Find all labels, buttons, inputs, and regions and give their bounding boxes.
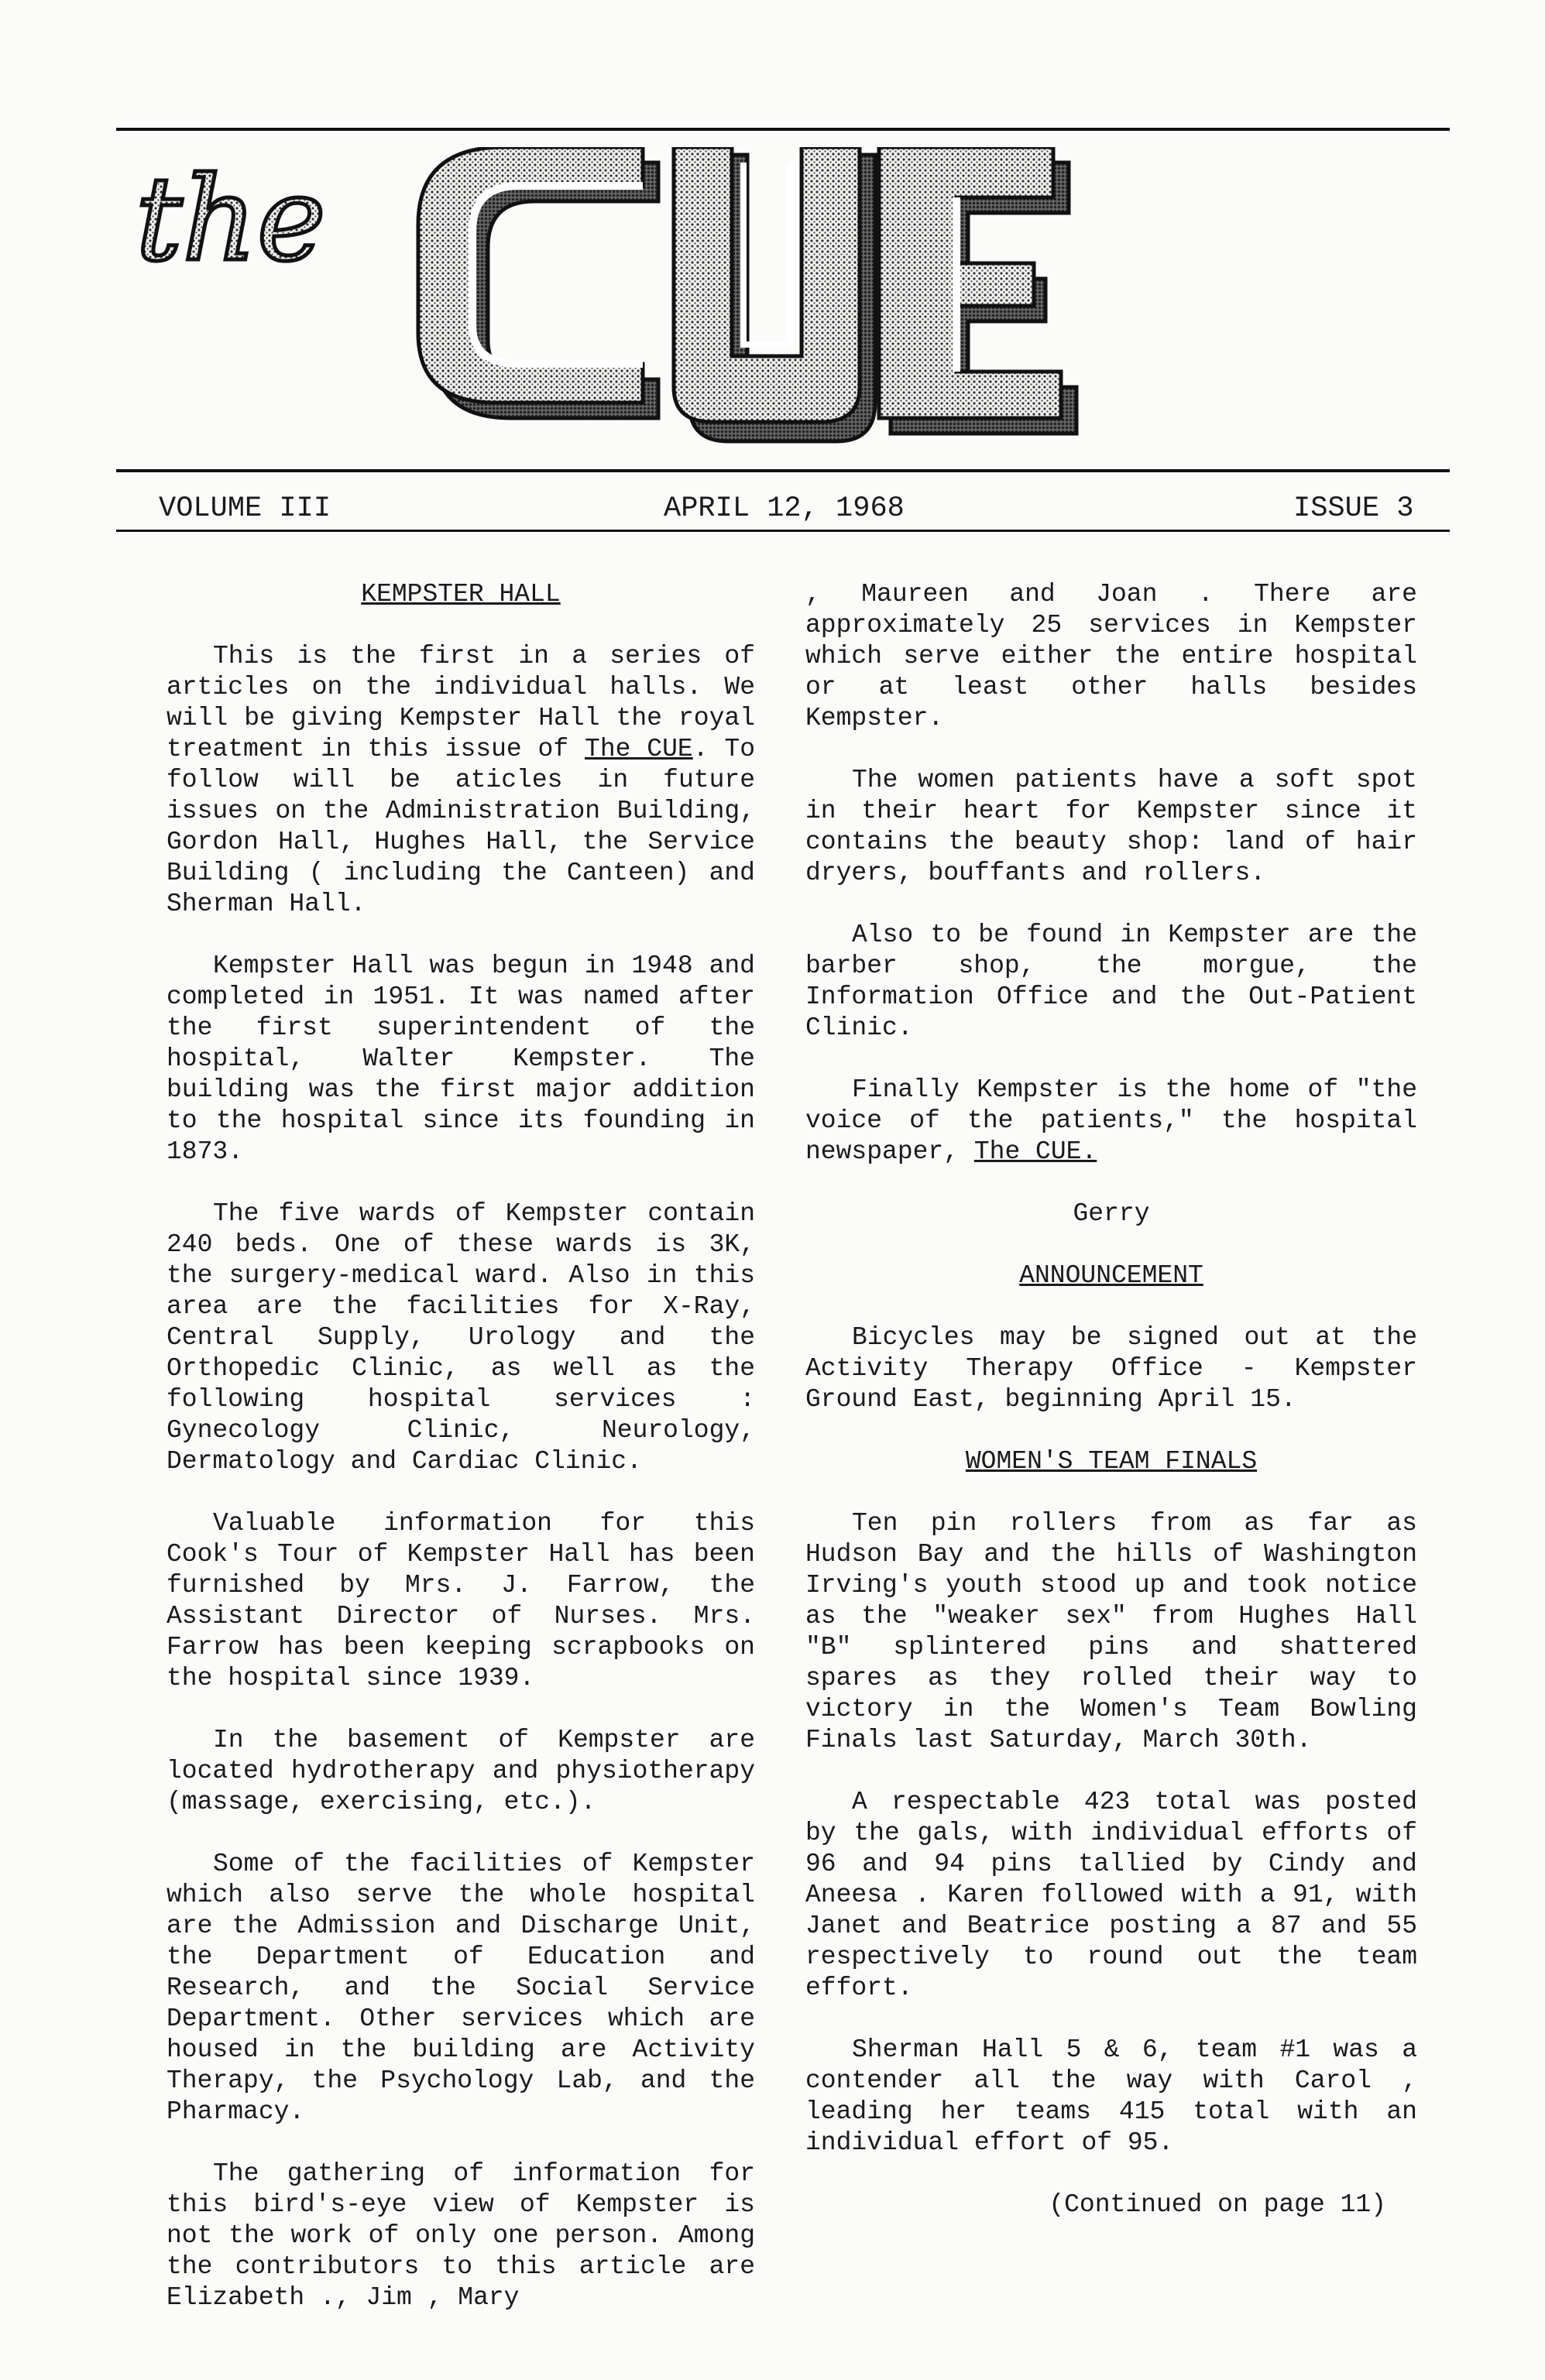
article-paragraph: Some of the facilities of Kempster which also serve the whole hospital are the Admission and Discharge Unit, the Department of Education and Research, and the Social Service Department. Other services which are housed in the building are Activity Therapy, the Psychology Lab, and the Pharmacy. — [167, 1850, 755, 2126]
masthead-logo — [116, 147, 1448, 472]
issue-date: APRIL 12, 1968 — [664, 492, 905, 525]
article-paragraph: The women patients have a soft spot in their heart for Kempster since it contains the beauty shop: land of hair dryers, bouffants and rollers. — [805, 766, 1417, 887]
article-paragraph — [167, 641, 755, 920]
article-paragraph: A respectable 423 total was posted by the gals, with individual efforts of 96 and 94 pins tallied by Cindy and Aneesa . Karen followed with a 91, with Janet and Beatrice posting a 87 and 55 respectively to round out the team effort. — [805, 1788, 1417, 2002]
article-paragraph — [805, 1075, 1417, 1168]
article-paragraph: The gathering of information for this bird's-eye view of Kempster is not the work of only one person. Among the contributors to this article are Elizabeth ., Jim , Mary — [167, 2159, 755, 2312]
announcement-heading: ANNOUNCEMENT — [1019, 1261, 1203, 1290]
article-paragraph: Kempster Hall was begun in 1948 and completed in 1951. It was named after the first superintendent of the hospital, Walter Kempster. The building was the first major addition to the hospital since its founding in 1873. — [167, 952, 755, 1166]
article-paragraph: Valuable information for this Cook's Tour of Kempster Hall has been furnished by Mrs. J. Farrow, the Assistant Director of Nurses. Mrs. Farrow has been keeping scrapbooks on the hospital since 1939. — [167, 1509, 755, 1692]
paragraph-text: This is the first in a series of articles on the individual halls. We will be giving Kempster Hall the royal treatment in this issue of — [167, 642, 755, 763]
logo-letter-e — [879, 147, 1076, 434]
volume-label: VOLUME III — [159, 492, 331, 525]
article-paragraph: In the basement of Kempster are located hydrotherapy and physiotherapy (massage, exercising, etc.). — [167, 1726, 755, 1816]
logo-letter-c — [418, 147, 658, 418]
publication-name: The CUE — [585, 735, 693, 763]
left-column — [167, 579, 755, 2344]
paragraph-text: Finally Kempster is the home of "the voice of the patients," the hospital newspaper, — [805, 1075, 1417, 1166]
logo-the-word: the — [136, 153, 326, 287]
continued-note: (Continued on page 11) — [1049, 2190, 1386, 2219]
issue-number: ISSUE 3 — [1293, 492, 1414, 525]
article-paragraph: Also to be found in Kempster are the barber shop, the morgue, the Information Office and the Out-Patient Clinic. — [805, 921, 1417, 1042]
article-paragraph: Sherman Hall 5 & 6, team #1 was a contender all the way with Carol , leading her teams 415 total with an individual effort of 95. — [805, 2035, 1417, 2157]
publication-name: The CUE. — [973, 1137, 1097, 1166]
article-paragraph: The five wards of Kempster contain 240 beds. One of these wards is 3K, the surgery-medical ward. Also in this area are the facilities for X-Ray, Central Supply, Urology and the Orthopedic Clinic, as well as the following hospital services : Gynecology Clinic, Neurology, Dermatology and Cardiac Clinic. — [167, 1199, 755, 1476]
paragraph-text: . To follow will be aticles in future issues on the Administration Building, Gordon Hall, Hughes Hall, the Service Building ( including the Canteen) and Sherman Hall. — [167, 735, 756, 918]
announcement-paragraph: Bicycles may be signed out at the Activity Therapy Office - Kempster Ground East, beginning April 15. — [805, 1323, 1417, 1414]
article-paragraph: , Maureen and Joan . There are approximately 25 services in Kempster which serve either the entire hospital or at least other halls besides Kempster. — [805, 580, 1417, 732]
article-heading-kempster: KEMPSTER HALL — [361, 580, 561, 609]
team-finals-heading: WOMEN'S TEAM FINALS — [965, 1447, 1258, 1476]
dateline — [159, 492, 1452, 531]
article-paragraph: Ten pin rollers from as far as Hudson Bay and the hills of Washington Irving's youth stood up and took notice as the "weaker sex" from Hughes Hall "B" splintered pins and shattered spares as they rolled their way to victory in the Women's Team Bowling Finals last Saturday, March 30th. — [805, 1509, 1417, 1754]
logo-letter-u — [674, 147, 875, 441]
right-column — [805, 579, 1417, 2221]
author-signature: Gerry — [1073, 1199, 1150, 1228]
top-rule — [116, 128, 1450, 131]
